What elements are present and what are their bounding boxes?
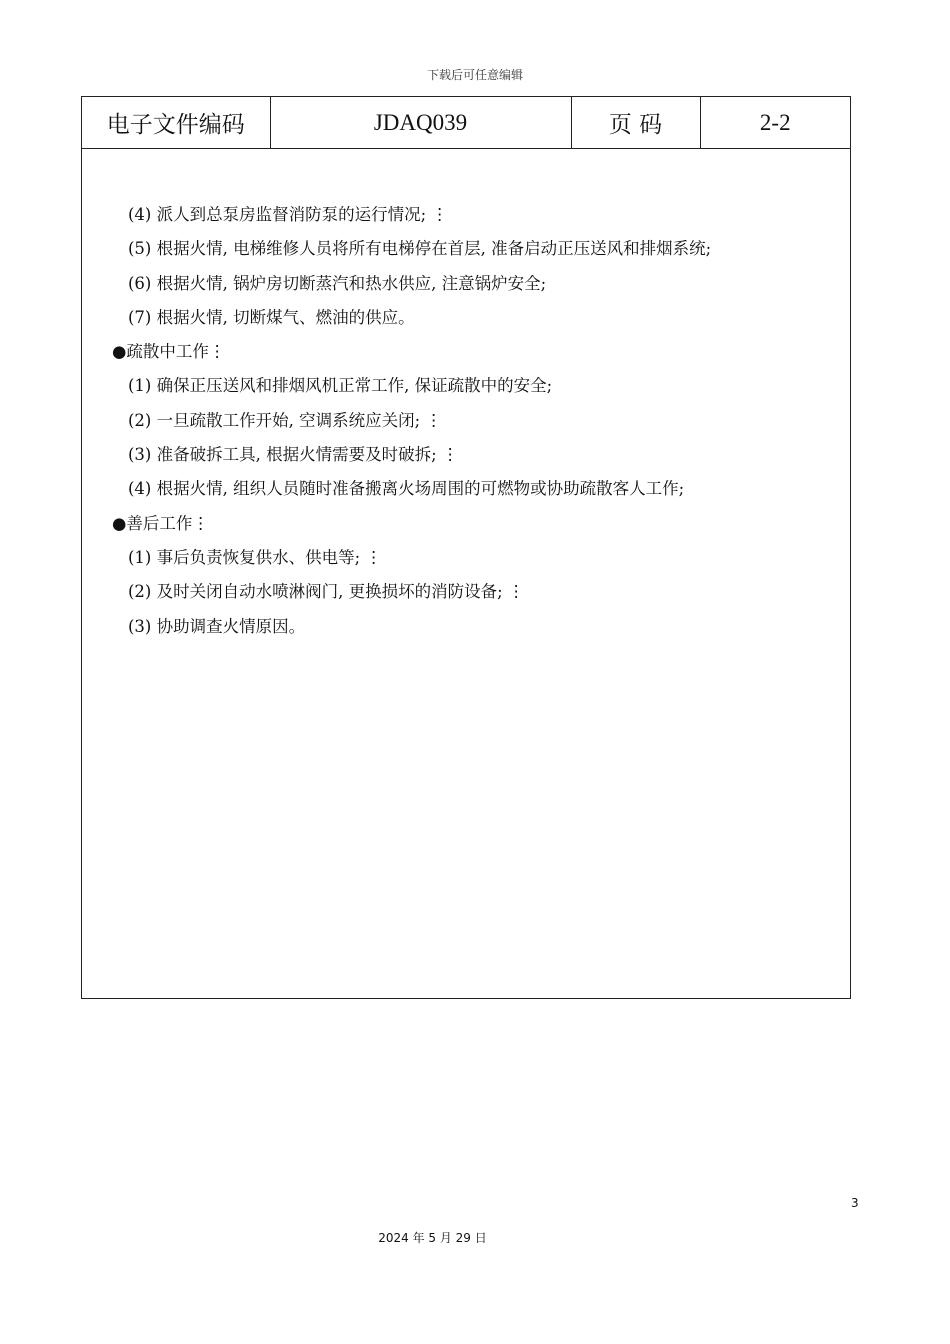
document-body <box>112 198 832 644</box>
header-note: 下载后可任意编辑 <box>426 68 523 82</box>
list-item: (5) 根据火情, 电梯维修人员将所有电梯停在首层, 准备启动正压送风和排烟系统; <box>128 239 712 259</box>
footer-date: 2024 年 5 月 29 日 <box>378 1231 487 1245</box>
list-item: (7) 根据火情, 切断煤气、燃油的供应。 <box>128 307 415 327</box>
section-heading: ●疏散中工作⋮ <box>112 342 226 362</box>
page-number: 3 <box>851 1196 859 1210</box>
document-meta-table <box>82 97 850 149</box>
list-item: (2) 一旦疏散工作开始, 空调系统应关闭; ⋮ <box>128 410 442 430</box>
page-label: 页 码 <box>571 97 700 149</box>
file-code-value: JDAQ039 <box>270 97 571 149</box>
list-item: (1) 确保正压送风和排烟风机正常工作, 保证疏散中的安全; <box>128 376 553 396</box>
list-item: (2) 及时关闭自动水喷淋阀门, 更换损坏的消防设备; ⋮ <box>128 582 525 602</box>
page-value: 2-2 <box>700 97 850 149</box>
list-item: (4) 派人到总泵房监督消防泵的运行情况; ⋮ <box>128 205 448 224</box>
file-code-label: 电子文件编码 <box>82 97 270 149</box>
list-item: (3) 准备破拆工具, 根据火情需要及时破拆; ⋮ <box>128 445 459 465</box>
list-item: (4) 根据火情, 组织人员随时准备搬离火场周围的可燃物或协助疏散客人工作; <box>128 479 685 499</box>
section-heading: ●善后工作⋮ <box>112 513 209 533</box>
document-frame <box>81 96 851 999</box>
list-item: (6) 根据火情, 锅炉房切断蒸汽和热水供应, 注意锅炉安全; <box>128 273 547 293</box>
list-item: (3) 协助调查火情原因。 <box>128 616 306 636</box>
list-item: (1) 事后负责恢复供水、供电等; ⋮ <box>128 547 382 567</box>
